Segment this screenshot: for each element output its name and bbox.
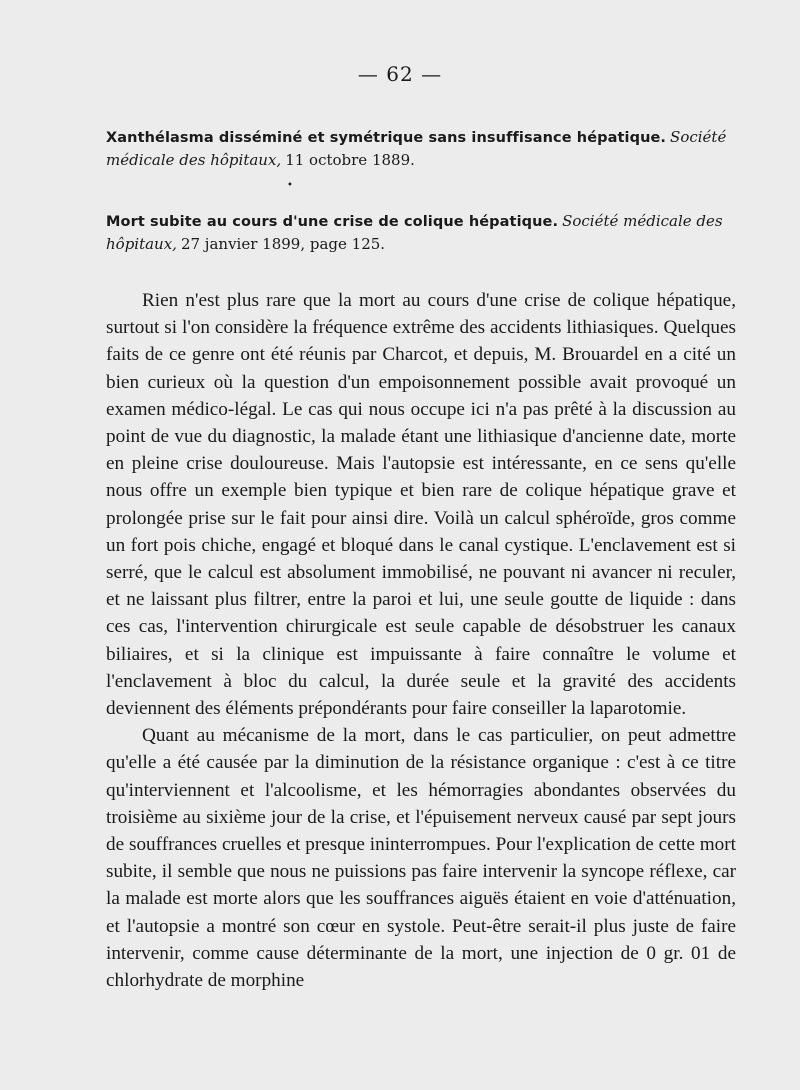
- reference-journal: Société médicale des hôpitaux,: [106, 128, 727, 169]
- reference-entry: [106, 210, 736, 256]
- paragraph: Rien n'est plus rare que la mort au cours d'une crise de colique hépatique, surtout si l'on considère la fréquence extrême des accidents lithiasiques. Quelques faits de ce genre ont été réunis par Charcot, et depuis, M. Brouardel en a cité un bien curieux où la question d'un empoisonnement possible avait provoqué un examen médico-légal. Le cas qui nous occupe ici n'a pas prêté à la discussion au point de vue du diagnostic, la malade étant une lithiasique d'ancienne date, morte en pleine crise douloureuse. Mais l'autopsie est intéressante, en ce sens qu'elle nous offre un exemple bien typique et bien rare de colique hépatique grave et prolongée prise sur le fait pour ainsi dire. Voilà un calcul sphéroïde, gros comme un fort pois chiche, engagé et bloqué dans le canal cystique. L'enclavement est si serré, que le calcul est absolument immobilisé, ne pouvant ni avancer ni reculer, et ne laissant plus filtrer, entre la paroi et lui, une seule goutte de liquide : dans ces cas, l'intervention chirurgicale est seule capable de désobstruer les canaux biliaires, et si la clinique est impuissante à faire connaître le volume et l'enclavement à bloc du calcul, la durée seule et la gravité des accidents deviennent des éléments prépondérants pour faire conseiller la laparotomie.: [106, 290, 736, 720]
- reference-title: Mort subite au cours d'une crise de colique hépatique.: [106, 214, 559, 230]
- body-text: [106, 287, 736, 994]
- reference-entry: [106, 126, 736, 172]
- separator-dot: •: [287, 180, 293, 191]
- paragraph: Quant au mécanisme de la mort, dans le cas particulier, on peut admettre qu'elle a été causée par la diminution de la résistance organique : c'est à ce titre qu'interviennent et l'alcoolisme, et les hémorragies abondantes observées du troisième au sixième jour de la crise, et l'épuisement nerveux causé par sept jours de souffrances cruelles et presque ininterrompues. Pour l'explication de cette mort subite, il semble que nous ne puissions pas faire intervenir la syncope réflexe, car la malade est morte alors que les souffrances aiguës étaient en voie d'atténuation, et l'autopsie a montré son cœur en systole. Peut-être serait-il plus juste de faire intervenir, comme cause déterminante de la mort, une injection de 0 gr. 01 de chlorhydrate de morphine: [106, 725, 736, 992]
- page-number: — 62 —: [357, 62, 443, 86]
- reference-journal: Société médicale des hôpitaux,: [106, 212, 723, 253]
- reference-title: Xanthélasma disséminé et symétrique sans insuffisance hépatique.: [106, 130, 667, 146]
- reference-date: 11 octobre 1889.: [285, 151, 415, 169]
- reference-date: 27 janvier 1899, page 125.: [180, 235, 386, 253]
